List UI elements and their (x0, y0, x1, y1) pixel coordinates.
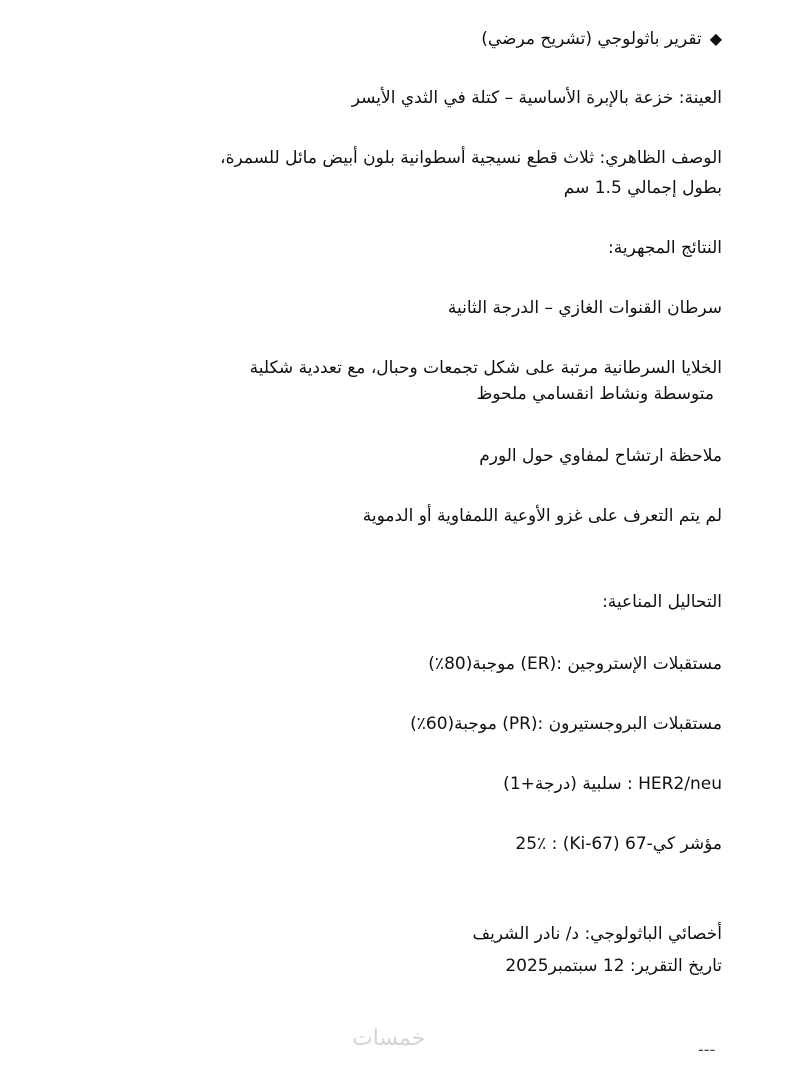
diamond-bullet-icon: ◆ (709, 29, 722, 48)
microscopic-heading: النتائج المجهرية: (608, 238, 722, 258)
her2-result: HER2/neu : سلبية (درجة+1) (503, 774, 722, 794)
gross-description-line-1: الوصف الظاهري: ثلاث قطع نسيجية أسطوانية بلون أبيض مائل للسمرة، (220, 148, 722, 168)
watermark: خمسات (352, 1026, 426, 1051)
pr-result: مستقبلات البروجستيرون :(PR) موجبة(60٪) (410, 714, 722, 734)
vascular-invasion-line: لم يتم التعرف على غزو الأوعية اللمفاوية أو الدموية (362, 506, 722, 526)
gross-description-line-2: بطول إجمالي 1.5 سم (563, 178, 722, 198)
lymphocytic-infiltration-line: ملاحظة ارتشاح لمفاوي حول الورم (479, 446, 722, 466)
footer-mark: --- (698, 1040, 716, 1059)
ki67-result: مؤشر كي-67 (Ki-67) : 25٪ (515, 834, 722, 854)
diagnosis-line: سرطان القنوات الغازي – الدرجة الثانية (447, 298, 722, 318)
report-date-line: تاريخ التقرير: 12 سبتمبر2025 (505, 956, 722, 976)
er-result: مستقبلات الإستروجين :(ER) موجبة(80٪) (428, 654, 722, 674)
report-title (481, 27, 722, 51)
ihc-heading: التحاليل المناعية: (602, 592, 722, 612)
report-title-text: تقرير باثولوجي (تشريح مرضي) (481, 29, 702, 49)
cells-description-line-1: الخلايا السرطانية مرتبة على شكل تجمعات وحبال، مع تعددية شكلية (249, 358, 722, 378)
cells-description-line-2: متوسطة ونشاط انقسامي ملحوظ (476, 384, 714, 404)
pathologist-line: أخصائي الباثولوجي: د/ نادر الشريف (472, 924, 722, 944)
specimen-line: العينة: خزعة بالإبرة الأساسية – كتلة في الثدي الأيسر (351, 88, 722, 108)
